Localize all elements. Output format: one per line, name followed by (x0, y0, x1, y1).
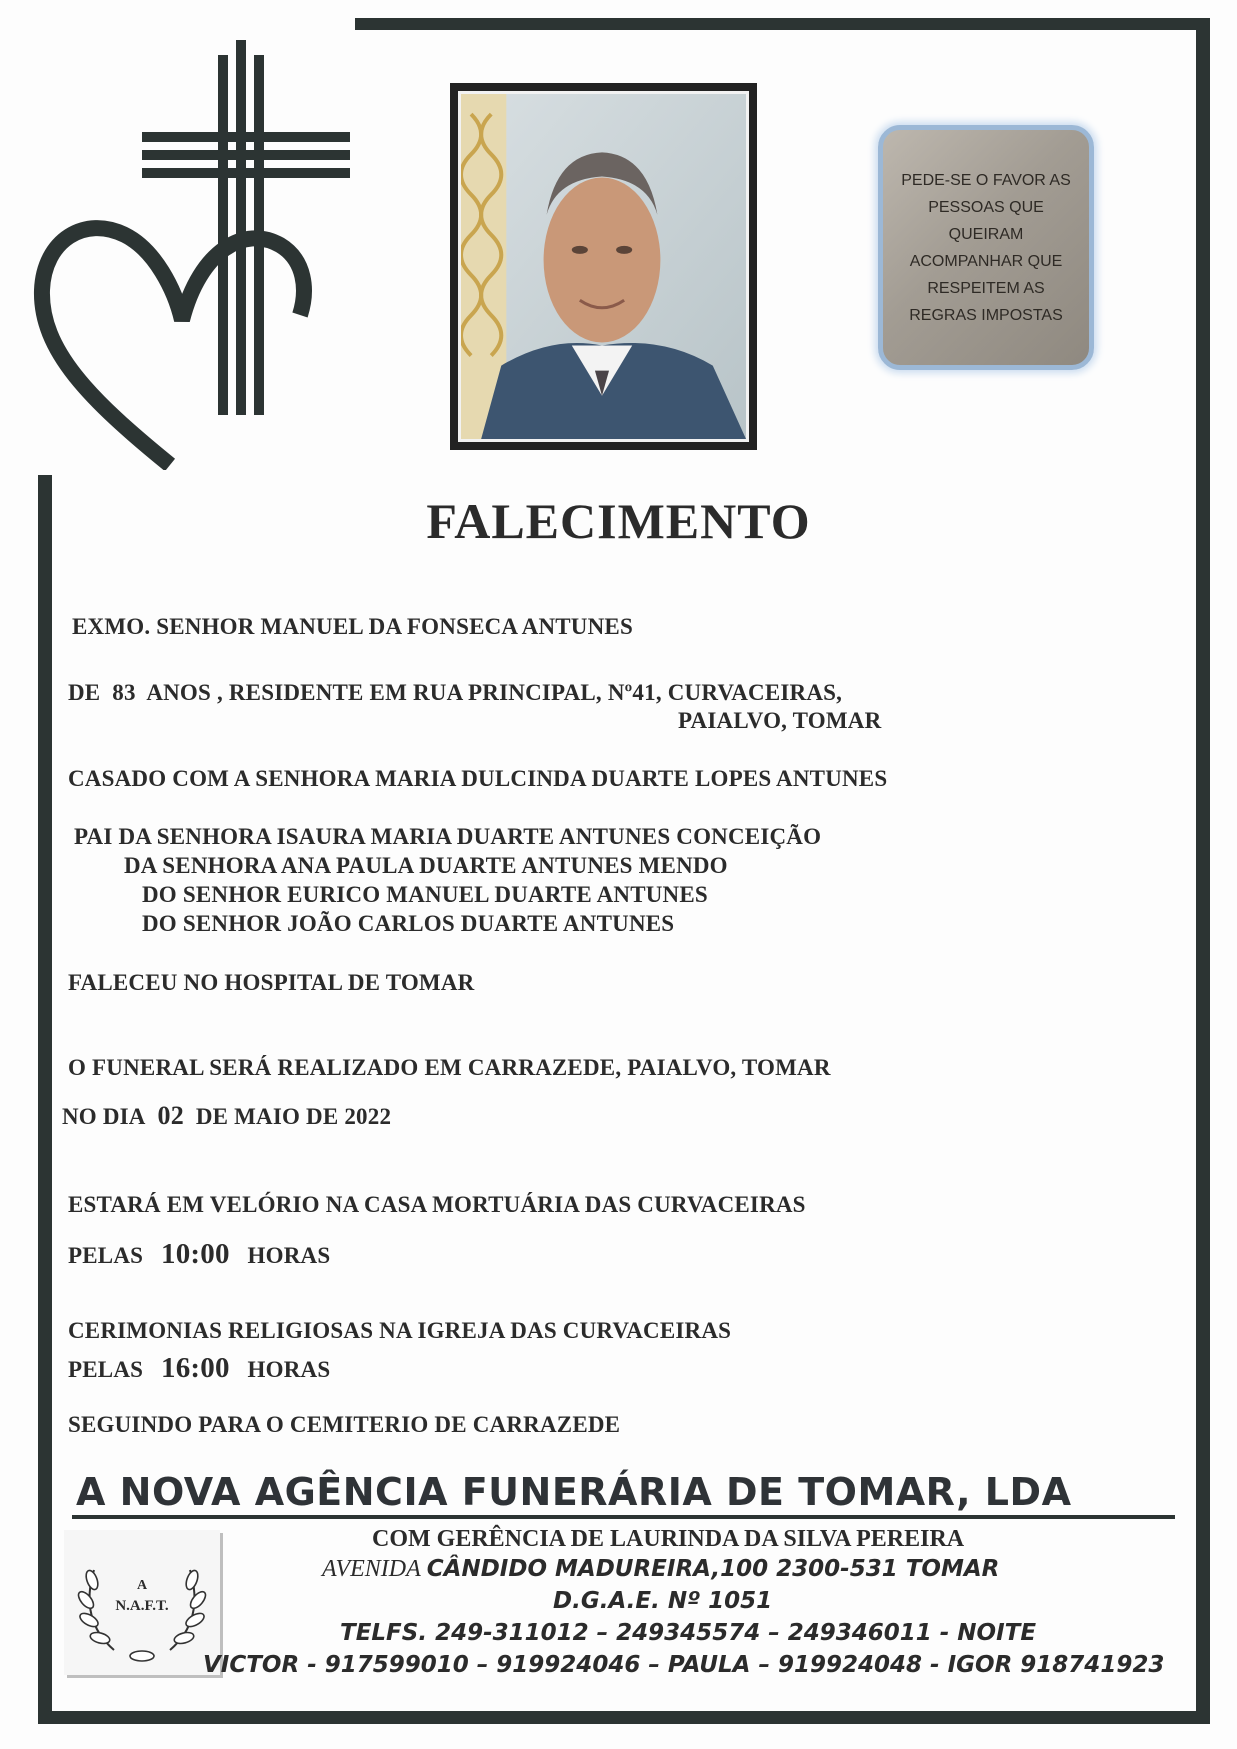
residence-line-1: ANOS , RESIDENTE EM RUA PRINCIPAL, Nº41, CURVACEIRAS, (146, 680, 843, 705)
wake-suffix: HORAS (247, 1243, 331, 1268)
burial-line: SEGUINDO PARA O CEMITERIO DE CARRAZEDE (68, 1412, 621, 1437)
phones-line: TELFS. 249-311012 – 249345574 – 249346011 - NOITE (340, 1620, 1037, 1646)
management-line: COM GERÊNCIA DE LAURINDA DA SILVA PEREIRA (372, 1526, 965, 1552)
age-value: 83 (112, 680, 136, 705)
address-rest: CÂNDIDO MADUREIRA,100 2300-531 TOMAR (426, 1556, 1000, 1582)
wake-prefix: PELAS (68, 1243, 144, 1268)
date-line (62, 1101, 391, 1131)
date-prefix: NO DIA (62, 1104, 146, 1129)
death-place-line: FALECEU NO HOSPITAL DE TOMAR (68, 970, 475, 995)
ceremony-time-line (68, 1352, 330, 1385)
wake-line: ESTARÁ EM VELÓRIO NA CASA MORTUÁRIA DAS CURVACEIRAS (68, 1192, 806, 1217)
frame-left-bar (38, 475, 52, 1724)
frame-bottom-bar (38, 1711, 1210, 1724)
address-prefix: AVENIDA (322, 1556, 421, 1582)
page-title: FALECIMENTO (426, 493, 811, 549)
portrait-image (461, 94, 746, 439)
ceremony-prefix: PELAS (68, 1357, 144, 1382)
notice-sign-text: PEDE-SE O FAVOR AS PESSOAS QUE QUEIRAM ACOMPANHAR QUE RESPEITEM AS REGRAS IMPOSTAS (901, 171, 1071, 324)
notice-sign (878, 125, 1094, 370)
residence-line-2: PAIALVO, TOMAR (678, 708, 882, 733)
contacts-line: VICTOR - 917599010 – 919924046 – PAULA – 919924048 - IGOR 918741923 (203, 1652, 1165, 1678)
dgae-line: D.G.A.E. Nº 1051 (553, 1588, 773, 1614)
agency-name: A NOVA AGÊNCIA FUNERÁRIA DE TOMAR, LDA (76, 1470, 1072, 1514)
age-prefix: DE (68, 680, 101, 705)
address-line (322, 1556, 999, 1583)
children-line-4: DO SENHOR JOÃO CARLOS DUARTE ANTUNES (142, 911, 675, 936)
cross-heart-icon (30, 20, 350, 470)
funeral-line: O FUNERAL SERÁ REALIZADO EM CARRAZEDE, PAIALVO, TOMAR (68, 1055, 831, 1080)
children-line-2: DA SENHORA ANA PAULA DUARTE ANTUNES MENDO (124, 853, 728, 878)
wake-time: 10:00 (161, 1238, 230, 1270)
wake-time-line (68, 1238, 330, 1271)
children-line-3: DO SENHOR EURICO MANUEL DUARTE ANTUNES (142, 882, 708, 907)
date-day: 02 (157, 1101, 184, 1130)
date-rest: DE MAIO DE 2022 (195, 1104, 392, 1129)
frame-right-bar (1196, 18, 1210, 1724)
frame-top-bar (355, 18, 1210, 30)
name-line: EXMO. SENHOR MANUEL DA FONSECA ANTUNES (72, 614, 633, 639)
children-line-1: PAI DA SENHORA ISAURA MARIA DUARTE ANTUNES CONCEIÇÃO (74, 824, 822, 849)
agency-underline (72, 1515, 1175, 1519)
ceremony-time: 16:00 (161, 1352, 230, 1384)
ceremony-line: CERIMONIAS RELIGIOSAS NA IGREJA DAS CURVACEIRAS (68, 1318, 732, 1343)
portrait-photo (450, 83, 757, 450)
ceremony-suffix: HORAS (247, 1357, 331, 1382)
logo-letter: A (136, 1578, 148, 1593)
spouse-line: CASADO COM A SENHORA MARIA DULCINDA DUARTE LOPES ANTUNES (68, 766, 888, 791)
agency-logo (64, 1530, 220, 1675)
age-line (68, 680, 842, 706)
logo-text: N.A.F.T. (115, 1598, 169, 1614)
